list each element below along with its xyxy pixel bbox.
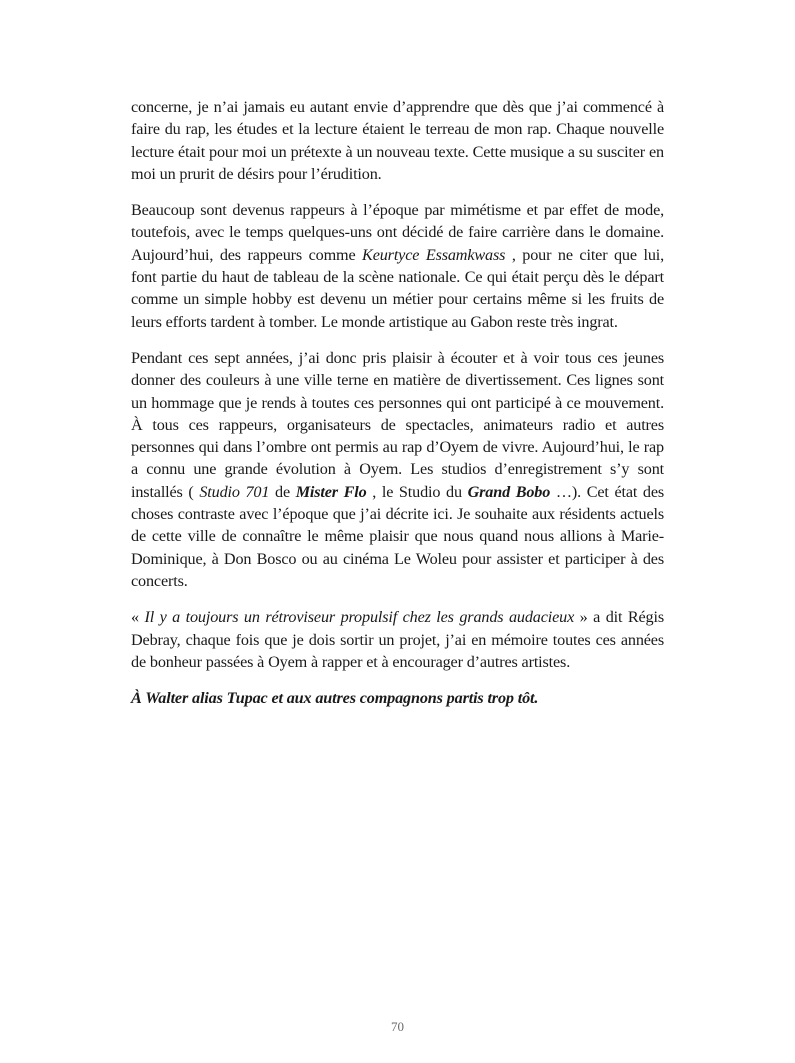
text-run: , pour ne citer que lui, font partie du haut de tableau de la scène nationale. Ce qui était perçu dès le départ comme un simple hobby est devenu un métier pour certains même si les fruits de leurs efforts tardent à tomber. Le monde artistique au Gabon reste très ingrat.: [131, 245, 665, 331]
italic-text: Studio 701: [199, 482, 270, 501]
italic-text: Keurtyce Essamkwass: [362, 245, 506, 264]
bold-italic-text: Mister Flo: [295, 482, 367, 501]
text-run: » a dit Régis Debray, chaque fois que je dois sortir un projet, j’ai en mémoire toutes ces années de bonheur passées à Oyem à rapper et à encourager d’autres artistes.: [131, 608, 664, 671]
italic-text: Il y a toujours un rétroviseur propulsif chez les grands audacieux: [144, 608, 575, 627]
text-run: de: [269, 482, 296, 501]
paragraph: [131, 606, 664, 673]
bold-italic-text: Grand Bobo: [467, 482, 551, 501]
text-run: «: [131, 608, 145, 627]
text-run: …). Cet état des choses contraste avec l’époque que j’ai décrite ici. Je souhaite aux résidents actuels de cette ville de connaître le même plaisir que nous quand nous allions à Marie-Dominique, à Don Bosco ou au cinéma Le Woleu pour assister et participer à des concerts.: [131, 482, 665, 590]
text-run: Beaucoup sont devenus rappeurs à l’époque par mimétisme et par effet de mode, toutefois, avec le temps quelques-uns ont décidé de faire carrière dans le domaine. Aujourd’hui, des rappeurs comme: [131, 201, 664, 264]
text-run: , le Studio du: [366, 482, 468, 501]
paragraph: [131, 347, 664, 592]
dedication: À Walter alias Tupac et aux autres compagnons partis trop tôt.: [131, 689, 539, 708]
text-run: Pendant ces sept années, j’ai donc pris plaisir à écouter et à voir tous ces jeunes donner des couleurs à une ville terne en matière de divertissement. Ces lignes sont un hommage que je rends à toutes ces personnes qui ont participé à ce mouvement. À tous ces rappeurs, organisateurs de spectacles, animateurs radio et autres personnes qui dans l’ombre ont permis au rap d’Oyem de vivre. Aujourd’hui, le rap a connu une grande évolution à Oyem. Les studios d’enregistrement s’y sont installés (: [131, 348, 664, 501]
paragraph: [131, 96, 664, 185]
paragraph: [131, 199, 664, 333]
text-run: concerne, je n’ai jamais eu autant envie d’apprendre que dès que j’ai commencé à faire du rap, les études et la lecture étaient le terreau de mon rap. Chaque nouvelle lecture était pour moi un prétexte à un nouveau texte. Cette musique a su susciter en moi un prurit de désirs pour l’érudition.: [131, 98, 664, 183]
body-text: [131, 96, 664, 723]
page-number: 70: [391, 1019, 404, 1034]
